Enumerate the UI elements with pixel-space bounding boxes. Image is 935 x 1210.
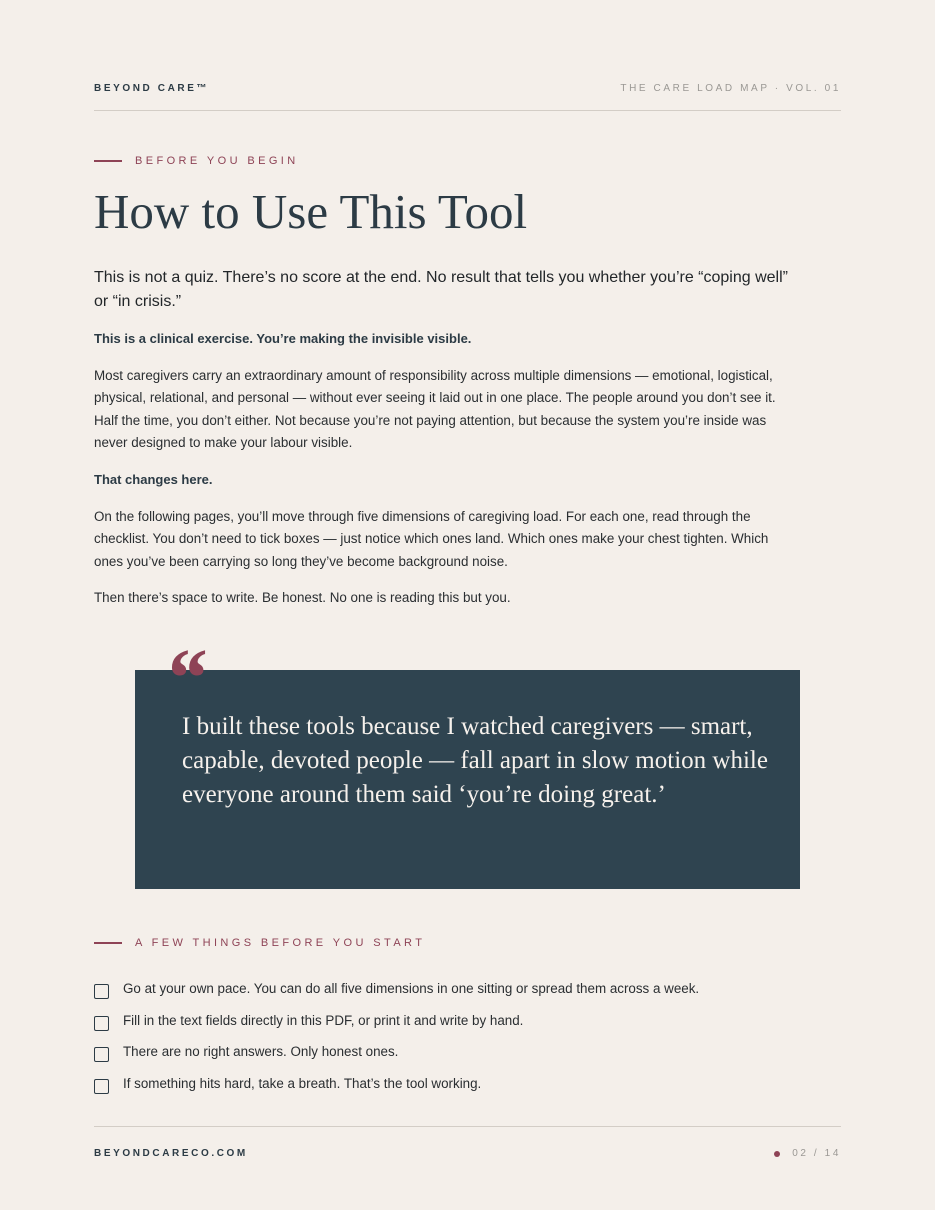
lead-paragraph: This is not a quiz. There’s no score at the end. No result that tells you whether you’re “coping well” or “in crisis.” xyxy=(94,269,788,310)
emphasis-line: That changes here. xyxy=(94,472,213,487)
document-page xyxy=(94,0,841,1210)
brand-name: BEYOND CARE™ xyxy=(94,83,210,94)
checklist xyxy=(94,979,841,1105)
checklist-item xyxy=(94,1074,841,1106)
eyebrow-dash xyxy=(94,160,122,162)
checklist-item-label: There are no right answers. Only honest ones. xyxy=(123,1044,399,1059)
volume-label: THE CARE LOAD MAP · VOL. 01 xyxy=(620,83,841,94)
checklist-item-label: Fill in the text fields directly in this PDF, or print it and write by hand. xyxy=(123,1012,524,1028)
checklist-item-label: Go at your own pace. You can do all five dimensions in one sitting or spread them across a week. xyxy=(123,981,700,996)
pull-quote xyxy=(135,670,800,889)
eyebrow-label: A FEW THINGS BEFORE YOU START xyxy=(135,937,426,949)
eyebrow-label: BEFORE YOU BEGIN xyxy=(135,155,299,167)
body-paragraph: On the following pages, you’ll move through five dimensions of caregiving load. For each one, read through the checklist. You don’t need to tick boxes — just notice which ones land. Which ones make your chest tighten. Which ones you’ve been carrying so long they’ve become background noise. xyxy=(94,509,769,569)
header-divider xyxy=(94,110,841,111)
checkbox[interactable] xyxy=(94,1047,109,1062)
section-eyebrow xyxy=(94,154,299,168)
checkbox[interactable] xyxy=(94,1016,109,1031)
checkbox[interactable] xyxy=(94,1079,109,1094)
emphasis-line: This is a clinical exercise. You’re making the invisible visible. xyxy=(94,331,472,346)
footer-divider xyxy=(94,1126,841,1127)
checklist-item-label: If something hits hard, take a breath. That’s the tool working. xyxy=(123,1075,482,1091)
quote-mark-icon: “ xyxy=(164,632,206,725)
body-paragraph: Then there’s space to write. Be honest. No one is reading this but you. xyxy=(94,590,511,605)
checklist-item xyxy=(94,1011,841,1043)
checklist-item xyxy=(94,979,841,1011)
page-indicator xyxy=(774,1148,841,1159)
eyebrow-dash xyxy=(94,942,122,944)
checklist-eyebrow xyxy=(94,936,425,950)
dot-icon xyxy=(774,1151,780,1157)
quote-text: I built these tools because I watched caregivers — smart, capable, devoted people — fall apart in slow motion while everyone around them said ‘you’re doing great.’ xyxy=(182,713,768,808)
page-header xyxy=(94,83,841,97)
body-paragraph: Most caregivers carry an extraordinary amount of responsibility across multiple dimensions — emotional, logistical, physical, relational, and personal — without ever seeing it laid out in one place. The people around you don’t see it. Half the time, you don’t either. Not because you’re not paying attention, but because the system you’re inside was never designed to make your labour visible. xyxy=(94,368,776,450)
page-title: How to Use This Tool xyxy=(94,184,528,239)
checkbox[interactable] xyxy=(94,984,109,999)
footer-website-link[interactable]: BEYONDCARECO.COM xyxy=(94,1148,248,1159)
checklist-item xyxy=(94,1042,841,1074)
page-number: 02 / 14 xyxy=(792,1148,841,1159)
